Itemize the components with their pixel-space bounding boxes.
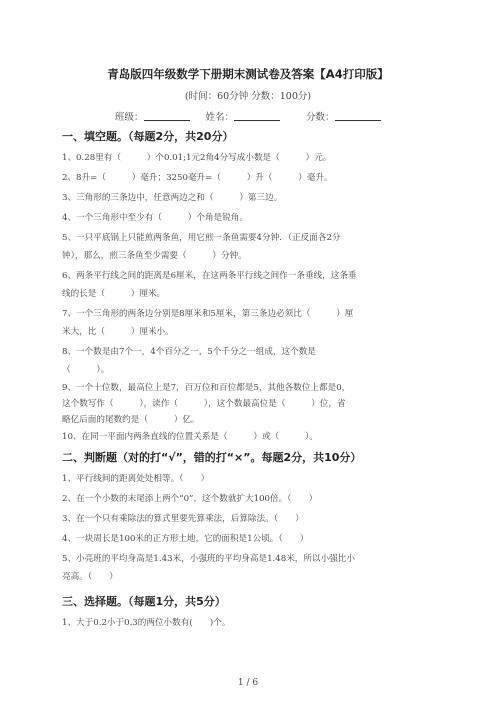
name-label: 姓名： [205, 112, 235, 123]
fill-question-4: 4、一个三角形中至少有（ ）个角是锐角。 [62, 213, 248, 223]
fill-question-5-line1: 5、一只平底锅上只能煎两条鱼，用它煎一条鱼需要4分钟．（正反面各2分 [62, 233, 341, 243]
section-fill-heading: 一、填空题。（每题2分，共20分） [62, 130, 234, 143]
fill-question-5-line2: 钟），那么，煎三条鱼至少需要（ ）分钟。 [62, 251, 247, 261]
fill-question-3: 3、三角形的三条边中，任意两边之和（ ）第三边。 [62, 193, 283, 203]
fill-question-9-line3: 略亿后面的尾数约是（ ）亿。 [62, 415, 200, 425]
section-choice-heading: 三、选择题。（每题1分，共5分） [62, 595, 226, 608]
score-blank[interactable] [335, 109, 381, 121]
class-label: 班级： [115, 112, 144, 123]
fill-question-10: 10、在同一平面内两条直线的位置关系是（ ）或（ ）。 [62, 432, 318, 442]
fill-question-6-line1: 6、两条平行线之间的距离是6厘米，在这两条平行线之间作一条垂线，这条垂 [62, 271, 357, 281]
judge-question-5-line1: 5、小亮班的平均身高是1.43米，小强班的平均身高是1.48米，所以小强比小 [62, 554, 355, 564]
judge-question-5-line2: 亮高。（ ） [62, 572, 118, 582]
fill-question-7-line2: 米大，比（ ）厘米小。 [62, 327, 174, 337]
fill-question-1: 1、0.28里有（ ）个0.01;1元2角4分写成小数是（ ）元。 [62, 153, 332, 163]
judge-question-4: 4、一块周长是100米的正方形土地，它的面积是1公顷。（ ） [62, 534, 309, 544]
choice-question-1: 1、大于0.2小于0.3的两位小数有( )个。 [62, 618, 231, 628]
page-title: 青岛版四年级数学下册期末测试卷及答案【A4打印版】 [107, 67, 389, 81]
section-judge-heading: 二、判断题（对的打“√”，错的打“×”。每题2分，共10分） [62, 451, 362, 464]
name-blank[interactable] [234, 109, 280, 121]
score-label: 分数： [306, 112, 335, 123]
page-number: 1 / 6 [237, 678, 259, 688]
judge-question-1: 1、平行线间的距离处处相等。（ ） [62, 474, 210, 484]
judge-question-2: 2、在一个小数的末尾添上两个“0”，这个数就扩大100倍。（ ） [62, 494, 318, 504]
fill-question-7-line1: 7、一个三角形的两条边分别是8厘米和5厘米，第三条边必须比（ ）厘 [62, 309, 354, 319]
fill-question-9-line1: 9、一个十位数，最高位上是7，百万位和百位都是5，其他各数位上都是0， [62, 383, 351, 393]
judge-question-3: 3、在一个只有乘除法的算式里要先算乘法，后算除法。（ ） [62, 514, 304, 524]
fill-question-8-line2: （ ）。 [62, 365, 110, 375]
fill-question-8-line1: 8、一个数是由7个一，4个百分之一，5个千分之一组成，这个数是 [62, 347, 316, 357]
class-blank[interactable] [144, 109, 190, 121]
time-score-info: (时间：60分钟 分数：100分) [184, 91, 312, 102]
fill-question-6-line2: 线的长是（ ）厘米。 [62, 289, 166, 299]
fill-question-9-line2: 这个数写作（ ），读作（ ），这个数最高位是（ ）位，省 [62, 399, 346, 409]
fill-question-2: 2、8升=（ ）毫升；3250毫升=（ ）升（ ）毫升。 [62, 173, 333, 183]
student-info-row [115, 109, 381, 123]
